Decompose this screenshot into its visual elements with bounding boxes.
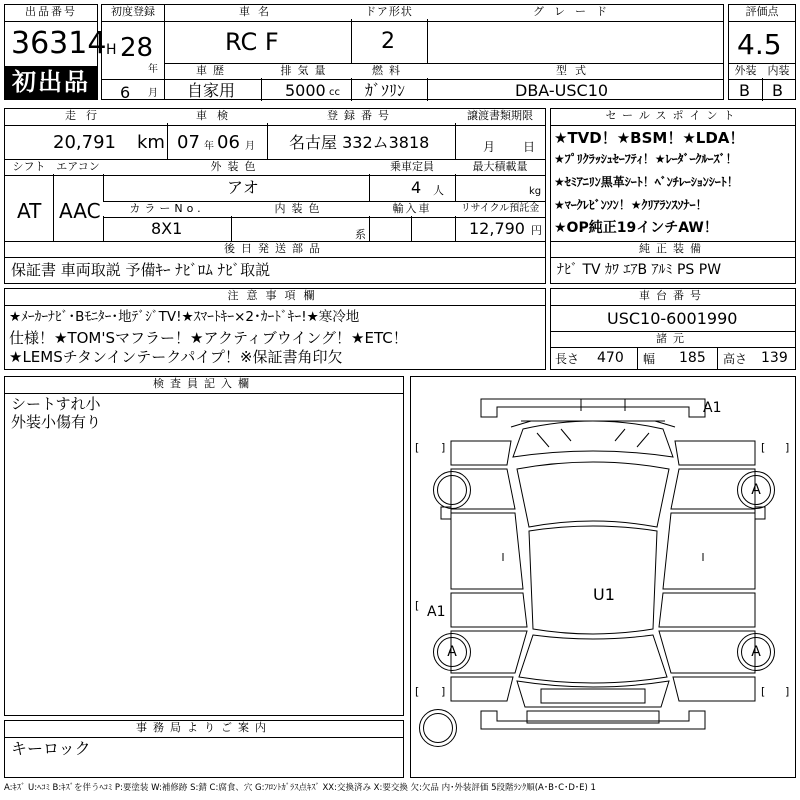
inspector-line: シートすれ小: [11, 395, 101, 413]
chassis-number: USC10-6001990: [607, 309, 738, 328]
score-box: [728, 4, 796, 100]
color-no-label: カラーNo.: [103, 202, 231, 216]
transfer-day-unit: 日: [523, 140, 536, 154]
first-listing-text: 初出品: [12, 68, 90, 96]
ac-label: エアコン: [53, 160, 103, 174]
legend-text: A:ｷｽﾞ U:ﾍｺﾐ B:ｷｽﾞを伴うﾍｺﾐ P:要塗装 W:補修跡 S:錆 C:腐食、穴 G:ﾌﾛﾝﾄｶﾞﾗｽ点ｷｽﾞ XX:交換済み X:要交換 欠:欠品 内･外装評価 5段階ﾗﾝｸ順(A･B･C･D･E) 1: [4, 783, 596, 793]
ext-color-value: アオ: [227, 178, 259, 197]
bracket-mark: [: [761, 441, 766, 454]
height-value: 139: [761, 350, 788, 366]
spare-wheel: [419, 709, 457, 747]
lot-number: 36314: [11, 26, 107, 61]
inspector-line: 外装小傷有り: [11, 413, 102, 431]
capacity-unit: 人: [433, 184, 444, 197]
ext-color-label: 外装色: [103, 160, 369, 174]
length-label: 長さ: [555, 352, 580, 366]
width-label: 幅: [643, 352, 656, 366]
fuel-value: ｶﾞｿﾘﾝ: [365, 81, 406, 100]
int-color-label: 内装色: [231, 202, 369, 216]
exterior-label: 外装: [729, 64, 762, 78]
length-value: 470: [597, 350, 624, 366]
notes-line: ★ﾒｰｶｰﾅﾋﾞ･Bﾓﾆﾀｰ･地ﾃﾞｼﾞTV!★ｽﾏｰﾄｷｰ×2･ｶｰﾄﾞｷｰ!★寒冷地: [9, 309, 360, 325]
standard-equipment-text: ﾅﾋﾞ TV ｶﾜ ｴｱB ｱﾙﾐ PS PW: [557, 262, 722, 278]
damage-mark-a1-top: A1: [703, 400, 722, 416]
vehicle-details-box: [4, 108, 546, 284]
displacement-unit: cc: [329, 87, 340, 98]
inspection-month-unit: 月: [245, 141, 255, 152]
bracket-mark: [: [415, 441, 420, 454]
bracket-mark: ]: [441, 685, 446, 698]
sales-point-line: ★ｾﾐｱﾆﾘﾝ黒革ｼｰﾄ！ﾍﾞﾝﾁﾚｰｼｮﾝｼｰﾄ！: [554, 175, 739, 189]
interior-grade: B: [772, 81, 783, 100]
chassis-label: 車台番号: [551, 289, 795, 303]
office-box: [4, 720, 404, 778]
damage-mark-wheel: A: [447, 644, 457, 660]
era-letter: H: [106, 42, 117, 58]
later-parts-label: 後日発送部品: [5, 242, 545, 256]
inspector-box: [4, 376, 404, 716]
import-label: 輸入車: [369, 202, 455, 216]
office-text: キーロック: [11, 739, 91, 758]
mileage-unit: km: [137, 132, 165, 153]
car-diagram: [410, 376, 796, 778]
width-value: 185: [679, 350, 706, 366]
mileage-value: 20,791: [53, 132, 116, 153]
sales-point-line: ★TVD！★BSM！★LDA！: [554, 129, 745, 147]
inspection-year-unit: 年: [204, 141, 214, 152]
later-parts-text: 保証書 車両取説 予備ｷｰ ﾅﾋﾞﾛﾑ ﾅﾋﾞ取説: [11, 261, 271, 279]
door-count: 2: [381, 29, 395, 54]
inspector-label: 検査員記入欄: [5, 377, 403, 391]
standard-equipment-label: 純正装備: [551, 242, 795, 256]
recycle-value: 12,790: [469, 219, 525, 238]
car-name-label: 車名: [165, 5, 351, 19]
first-reg-label: 初度登録: [102, 5, 164, 19]
lot-box: [4, 4, 107, 100]
car-info-box: [164, 4, 724, 100]
wheel-rear-right: [737, 633, 775, 671]
displacement-label: 排気量: [261, 64, 351, 78]
fuel-label: 燃料: [351, 64, 427, 78]
load-label: 最大積載量: [455, 160, 545, 174]
damage-mark-wheel: A: [751, 644, 761, 660]
color-no-value: 8X1: [151, 219, 183, 238]
score-label: 評価点: [729, 5, 795, 19]
bracket-mark: [: [761, 685, 766, 698]
first-reg-box: [101, 4, 165, 100]
year-unit: 年: [148, 64, 158, 75]
history-value: 自家用: [187, 81, 236, 100]
door-label: ドア形状: [351, 5, 427, 19]
plate-value: 名古屋 332ム3818: [289, 133, 430, 152]
chassis-box: [550, 288, 796, 370]
bracket-mark: ]: [785, 441, 790, 454]
recycle-unit: 円: [531, 224, 542, 237]
transfer-label: 譲渡書類期限: [455, 109, 545, 123]
notes-label: 注意事項欄: [5, 289, 545, 303]
wheel-front-left: [433, 633, 471, 671]
grade-label: グレード: [427, 5, 723, 19]
inspection-label: 車検: [167, 109, 267, 123]
notes-line: 仕様！★TOM'Sマフラー！★アクティブウイング！★ETC！: [9, 329, 408, 347]
displacement-value: 5000: [285, 81, 326, 100]
month-unit: 月: [148, 88, 158, 99]
transfer-month-unit: 月: [483, 140, 496, 154]
capacity-value: 4: [411, 178, 422, 197]
car-name: RC F: [225, 28, 279, 56]
shift-label: シフト: [5, 160, 53, 174]
model-label: 型式: [427, 64, 723, 78]
bracket-mark: [: [415, 599, 420, 612]
sales-point-line: ★ﾏｰｸﾚﾋﾞﾝｿﾝ！★ｸﾘｱﾗﾝｽｿﾅｰ！: [554, 198, 708, 212]
bracket-mark: [: [415, 685, 420, 698]
reg-month: 6: [120, 83, 131, 102]
reg-year: 28: [120, 33, 154, 63]
ac-value: AAC: [59, 199, 101, 223]
dims-label: 諸元: [551, 332, 795, 346]
height-label: 高さ: [723, 352, 748, 366]
int-color-suffix: 系: [355, 228, 366, 241]
sales-points-label: セールスポイント: [551, 109, 795, 123]
history-label: 車歴: [165, 64, 261, 78]
damage-mark-u1: U1: [593, 585, 615, 604]
bracket-mark: ]: [785, 685, 790, 698]
shift-value: AT: [17, 199, 42, 223]
notes-line: ★LEMSチタンインテークパイプ！※保証書角印欠: [9, 348, 343, 366]
sales-points-box: [550, 108, 796, 284]
wheel-front-right: [737, 471, 775, 509]
inspection-month: 06: [217, 132, 240, 153]
mileage-label: 走行: [5, 109, 167, 123]
damage-mark-a1-left: A1: [427, 604, 446, 620]
office-label: 事務局よりご案内: [5, 721, 403, 735]
capacity-label: 乗車定員: [369, 160, 455, 174]
plate-label: 登録番号: [267, 109, 455, 123]
sales-point-line: ★ﾌﾟﾘｸﾗｯｼｭｾｰﾌﾃｨ！★ﾚｰﾀﾞｰｸﾙｰｽﾞ！: [554, 152, 738, 166]
model-value: DBA-USC10: [515, 81, 609, 100]
exterior-grade: B: [739, 81, 750, 100]
notes-box: [4, 288, 546, 370]
load-unit: kg: [529, 186, 542, 197]
wheel-rear-left: [433, 471, 471, 509]
first-listing-badge: [5, 66, 97, 99]
lot-label: 出品番号: [5, 5, 97, 19]
car-outline-diagram: [411, 377, 795, 777]
inspection-year: 07: [177, 132, 200, 153]
damage-mark-wheel: A: [751, 482, 761, 498]
sales-point-line: ★OP純正19インチAW！: [554, 220, 718, 236]
score-value: 4.5: [737, 28, 782, 61]
recycle-label: リサイクル預託金: [455, 202, 545, 216]
bracket-mark: ]: [441, 441, 446, 454]
interior-label: 内装: [762, 64, 795, 78]
